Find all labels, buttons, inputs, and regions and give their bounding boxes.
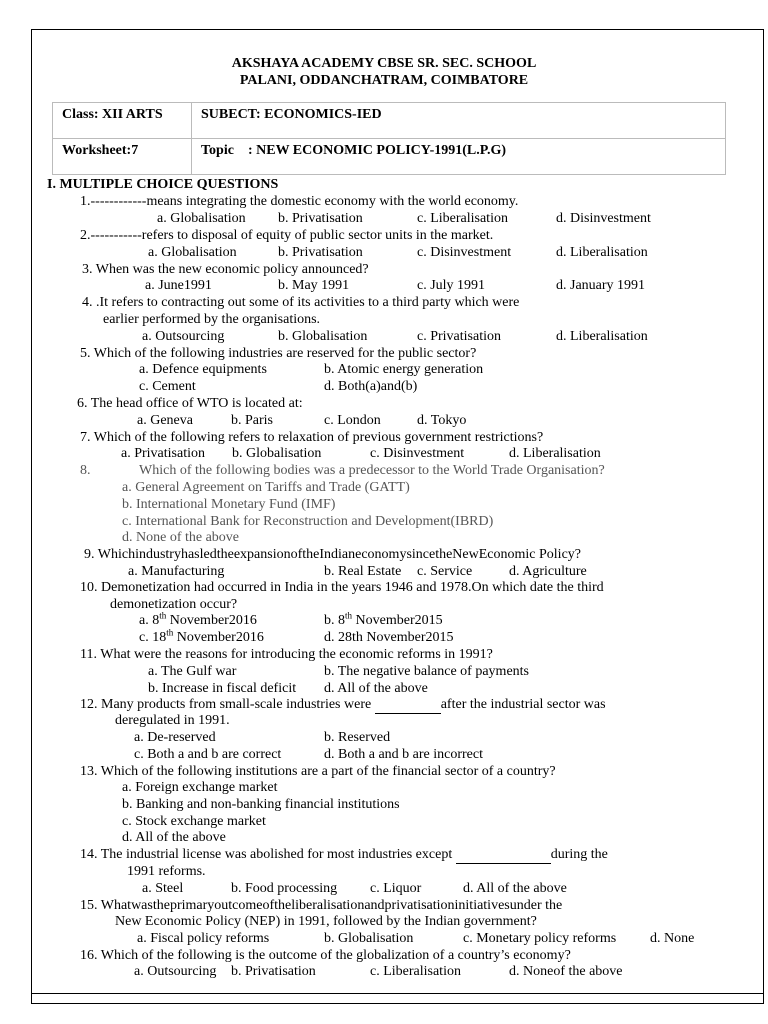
question-4-line-2: earlier performed by the organisations. [103,312,321,327]
question-8-number: 8. [80,463,91,478]
topic-value: : NEW ECONOMIC POLICY-1991(L.P.G) [247,143,507,158]
q14-option-b: b. Food processing [231,881,338,896]
q3-option-c: c. July 1991 [417,278,486,293]
school-name: AKSHAYA ACADEMY CBSE SR. SEC. SCHOOL [231,56,537,71]
q16-option-a: a. Outsourcing [134,964,217,979]
question-1: 1.------------means integrating the domestic economy with the world economy. [80,194,519,209]
subject-cell: SUBECT: ECONOMICS-IED [192,103,726,139]
question-16: 16. Which of the following is the outcome of the globalization of a country’s economy? [80,948,571,963]
question-13: 13. Which of the following institutions are a part of the financial sector of a country? [80,764,556,779]
q2-option-a: a. Globalisation [148,245,237,260]
q15-option-d: d. None [650,931,695,946]
q1-option-c: c. Liberalisation [417,211,508,226]
q7-option-d: d. Liberalisation [509,446,601,461]
q15-option-a: a. Fiscal policy reforms [137,931,270,946]
q6-option-d: d. Tokyo [417,413,467,428]
class-cell: Class: XII ARTS [53,103,192,139]
question-14: 14. The industrial license was abolished for most industries except during the [80,847,608,862]
q12-option-d: d. Both a and b are incorrect [324,747,483,762]
q14-option-d: d. All of the above [463,881,567,896]
question-10-line-2: demonetization occur? [110,597,238,612]
q13-option-d: d. All of the above [122,830,226,845]
q9-option-c: c. Service [417,564,473,579]
school-location: PALANI, ODDANCHATRAM, COIMBATORE [239,73,529,88]
question-5: 5. Which of the following industries are reserved for the public sector? [80,346,477,361]
q4-option-a: a. Outsourcing [142,329,225,344]
q9-option-a: a. Manufacturing [128,564,225,579]
q16-option-b: b. Privatisation [231,964,316,979]
q4-option-c: c. Privatisation [417,329,501,344]
question-7: 7. Which of the following refers to relaxation of previous government restrictions? [80,430,544,445]
info-table [52,102,726,175]
q7-option-c: c. Disinvestment [370,446,465,461]
q6-option-c: c. London [324,413,381,428]
q10-option-a: a. 8th November2016 [139,610,257,628]
topic-cell [192,139,726,175]
answer-blank [375,697,441,714]
q16-option-c: c. Liberalisation [370,964,461,979]
q1-option-a: a. Globalisation [157,211,246,226]
q7-option-a: a. Privatisation [121,446,205,461]
q13-option-c: c. Stock exchange market [122,814,266,829]
q1-option-d: d. Disinvestment [556,211,651,226]
q10-option-d: d. 28th November2015 [324,630,454,645]
question-3: 3. When was the new economic policy announced? [82,262,369,277]
q11-option-a: a. The Gulf war [148,664,237,679]
q10-option-b: b. 8th November2015 [324,610,443,628]
q14-option-c: c. Liquor [370,881,422,896]
q8-option-a: a. General Agreement on Tariffs and Trade (GATT) [122,480,410,495]
question-14-line-2: 1991 reforms. [127,864,206,879]
q7-option-b: b. Globalisation [232,446,322,461]
q6-option-a: a. Geneva [137,413,193,428]
q8-option-b: b. International Monetary Fund (IMF) [122,497,336,512]
question-12-line-2: deregulated in 1991. [115,713,230,728]
q4-option-b: b. Globalisation [278,329,368,344]
q2-option-c: c. Disinvestment [417,245,512,260]
q5-option-c: c. Cement [139,379,196,394]
section-title: I. MULTIPLE CHOICE QUESTIONS [47,177,279,192]
q11-option-c: b. Increase in fiscal deficit [148,681,297,696]
q2-option-b: b. Privatisation [278,245,363,260]
q2-option-d: d. Liberalisation [556,245,648,260]
topic-label: Topic [201,143,234,158]
q9-option-b: b. Real Estate [324,564,402,579]
q12-option-a: a. De-reserved [134,730,216,745]
q12-option-c: c. Both a and b are correct [134,747,282,762]
q3-option-a: a. June1991 [145,278,212,293]
q13-option-a: a. Foreign exchange market [122,780,278,795]
q11-option-d: d. All of the above [324,681,428,696]
q11-option-b: b. The negative balance of payments [324,664,529,679]
q3-option-d: d. January 1991 [556,278,646,293]
q3-option-b: b. May 1991 [278,278,350,293]
q6-option-b: b. Paris [231,413,273,428]
q4-option-d: d. Liberalisation [556,329,648,344]
q10-option-c: c. 18th November2016 [139,627,264,645]
worksheet-cell: Worksheet:7 [53,139,192,175]
answer-blank [456,847,551,864]
question-12: 12. Many products from small-scale industries were after the industrial sector was [80,697,606,712]
question-15-line-2: New Economic Policy (NEP) in 1991, followed by the Indian government? [115,914,537,929]
q12-option-b: b. Reserved [324,730,391,745]
q5-option-a: a. Defence equipments [139,362,267,377]
q1-option-b: b. Privatisation [278,211,363,226]
bottom-divider [31,993,764,994]
q8-option-d: d. None of the above [122,530,240,545]
question-6: 6. The head office of WTO is located at: [77,396,303,411]
question-8: Which of the following bodies was a predecessor to the World Trade Organisation? [139,463,605,478]
q5-option-d: d. Both(a)and(b) [324,379,418,394]
q15-option-c: c. Monetary policy reforms [463,931,617,946]
question-2: 2.-----------refers to disposal of equity of public sector units in the market. [80,228,494,243]
question-10: 10. Demonetization had occurred in India in the years 1946 and 1978.On which date the third [80,580,604,595]
question-4: 4. .It refers to contracting out some of its activities to a third party which were [82,295,520,310]
q8-option-c: c. International Bank for Reconstruction and Development(IBRD) [122,514,494,529]
question-15: 15. Whatwastheprimaryoutcomeoftheliberalisationandprivatisationinitiativesunder the [80,898,563,913]
q16-option-d: d. Noneof the above [509,964,623,979]
question-9: 9. WhichindustryhasledtheexpansionoftheIndianeconomysincetheNewEconomic Policy? [84,547,581,562]
q14-option-a: a. Steel [142,881,184,896]
q13-option-b: b. Banking and non-banking financial institutions [122,797,400,812]
q9-option-d: d. Agriculture [509,564,587,579]
question-11: 11. What were the reasons for introducing the economic reforms in 1991? [80,647,493,662]
q15-option-b: b. Globalisation [324,931,414,946]
q5-option-b: b. Atomic energy generation [324,362,484,377]
